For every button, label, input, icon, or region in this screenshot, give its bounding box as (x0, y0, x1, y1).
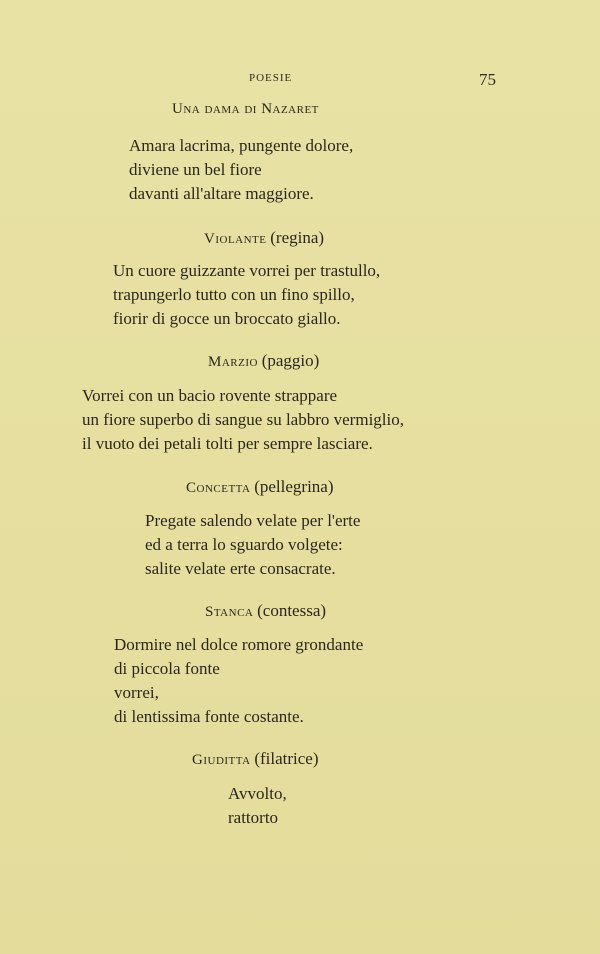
poem-stanza-violante (113, 259, 380, 331)
section-title-marzio (208, 351, 319, 371)
poem-stanza-giuditta (228, 782, 287, 830)
character-name: Stanca (205, 604, 254, 620)
poem-line: Dormire nel dolce romore grondante (114, 635, 364, 654)
poem-stanza-stanca (114, 633, 363, 729)
poem-line: un fiore superbo di sangue su labbro vermiglio, (82, 410, 404, 429)
poem-line: salite velate erte consacrate. (145, 559, 336, 578)
poem-line: rattorto (228, 808, 279, 827)
poem-line: Vorrei con un bacio rovente strappare (82, 386, 338, 405)
section-title-concetta (186, 477, 334, 497)
poem-line: Pregate salendo velate per l'erte (145, 511, 361, 530)
poem-line: trapungerlo tutto con un fino spillo, (113, 285, 355, 304)
character-name: Giuditta (192, 752, 251, 768)
poem-stanza-concetta (145, 509, 360, 581)
section-title-giuditta (192, 749, 319, 769)
character-role: (paggio) (261, 351, 320, 370)
poem-line: davanti all'altare maggiore. (129, 184, 314, 203)
character-name: Una dama di Nazaret (172, 101, 319, 117)
section-title-dama (172, 101, 319, 118)
poem-stanza-dama (129, 134, 353, 206)
section-title-stanca (205, 601, 326, 621)
poem-line: fiorir di gocce un broccato giallo. (113, 309, 341, 328)
character-role: (contessa) (257, 601, 327, 620)
poem-line: Un cuore guizzante vorrei per trastullo, (113, 261, 381, 280)
poem-line: ed a terra lo sguardo volgete: (145, 535, 343, 554)
poem-line: il vuoto dei petali tolti per sempre lasciare. (82, 434, 373, 453)
running-header: POESIE (249, 72, 293, 84)
character-role: (pellegrina) (254, 477, 334, 496)
section-title-violante (204, 228, 324, 248)
page-number: 75 (479, 70, 496, 89)
character-name: Marzio (208, 354, 258, 370)
character-name: Violante (204, 231, 267, 247)
character-role: (regina) (270, 228, 325, 247)
poem-stanza-marzio (82, 384, 404, 456)
poem-line: Avvolto, (228, 784, 287, 803)
character-name: Concetta (186, 480, 251, 496)
character-role: (filatrice) (254, 749, 319, 768)
poem-line: di lentissima fonte costante. (114, 707, 304, 726)
poem-line: vorrei, (114, 683, 159, 702)
poem-line: diviene un bel fiore (129, 160, 262, 179)
poem-line: Amara lacrima, pungente dolore, (129, 136, 354, 155)
poem-line: di piccola fonte (114, 659, 220, 678)
